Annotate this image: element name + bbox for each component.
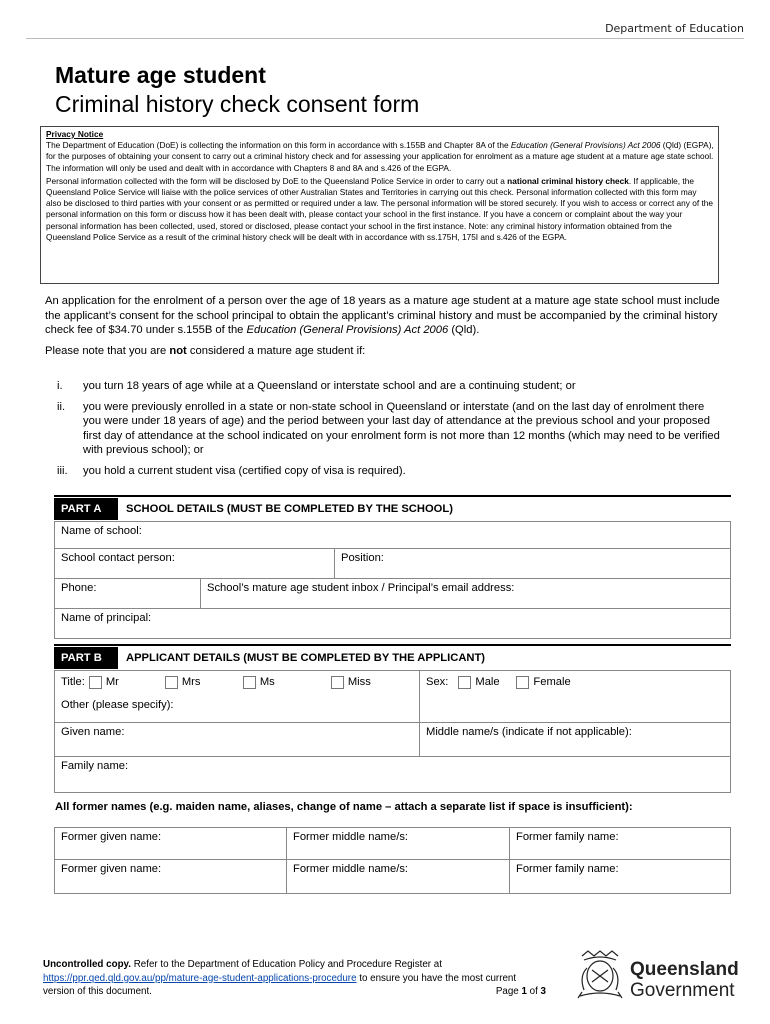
footer-note: Uncontrolled copy. Refer to the Department of Education Policy and Procedure Register at https://ppr.qed.qld.gov.au/pp/mature-age-student-applications-procedure to ensure you have the most current version of this document. Page 1 of 3: [43, 959, 546, 997]
checkbox-male[interactable]: [458, 676, 471, 689]
sex-option-female[interactable]: Female: [516, 676, 570, 689]
title-option-ms[interactable]: Ms: [243, 676, 331, 689]
former-middle-name-field[interactable]: Former middle name/s:: [286, 828, 509, 859]
part-a-title: SCHOOL DETAILS (MUST BE COMPLETED BY THE SCHOOL): [126, 503, 453, 515]
position-field[interactable]: Position:: [334, 549, 730, 578]
other-title-field[interactable]: Other (please specify):: [61, 699, 174, 711]
principal-name-field[interactable]: Name of principal:: [61, 612, 152, 624]
title-option-mrs[interactable]: Mrs: [165, 676, 243, 689]
title-option-mr[interactable]: Mr: [89, 676, 165, 689]
part-a-label: PART A: [54, 498, 118, 520]
header-divider: [26, 38, 744, 39]
exclusion-list: [45, 379, 725, 485]
privacy-heading: Privacy Notice: [46, 129, 104, 139]
checkbox-mrs[interactable]: [165, 676, 178, 689]
intro-paragraph-2: Please note that you are not considered a mature age student if:: [45, 344, 366, 357]
privacy-notice: [40, 126, 719, 284]
former-names-table: [54, 827, 731, 894]
privacy-paragraph-1: The Department of Education (DoE) is collecting the information on this form in accordance with s.155B and Chapter 8A of the Education (General Provisions) Act 2006 (Qld) (EGPA), for the purposes of obtaining your consent to carry out a criminal history check and for assessing your application for enrolment as a mature age student at a mature age state school. The information will only be used and dealt with in accordance with Chapters 8 and 8A and s.426 of the EGPA.: [46, 140, 714, 173]
school-name-field[interactable]: Name of school:: [61, 525, 142, 537]
sex-label: Sex:: [426, 676, 449, 688]
title-option-miss[interactable]: Miss: [331, 676, 371, 689]
list-item: i. you turn 18 years of age while at a Queensland or interstate school and are a continuing student; or: [57, 380, 576, 392]
checkbox-female[interactable]: [516, 676, 529, 689]
form-title: Mature age student: [55, 62, 266, 88]
family-name-field[interactable]: Family name:: [61, 760, 129, 772]
intro-text: [45, 294, 725, 364]
list-item: iii. you hold a current student visa (certified copy of visa is required).: [57, 464, 406, 477]
sex-option-male[interactable]: Male: [458, 676, 516, 689]
intro-paragraph-1: An application for the enrolment of a person over the age of 18 years as a mature age student at a mature age state school must include the applicant’s consent for the school principal to obtain the applicant’s criminal history and must be accompanied by the criminal history check fee of $34.70 under s.155B of the Education (General Provisions) Act 2006 (Qld).: [45, 295, 720, 337]
title-label: Title:: [61, 676, 85, 688]
former-given-name-field[interactable]: Former given name:: [61, 863, 162, 875]
policy-register-link[interactable]: https://ppr.qed.qld.gov.au/pp/mature-age-student-applications-procedure: [43, 972, 357, 984]
checkbox-ms[interactable]: [243, 676, 256, 689]
svg-text:Government: Government: [630, 980, 735, 1001]
department-header: Department of Education: [605, 22, 744, 35]
part-b-section: [54, 644, 731, 793]
list-item: ii. you were previously enrolled in a state or non-state school in Queensland or interstate (and on the last day of enrolment there you were under 18 years of age) and the period between your last day of attendance at the previous school and your proposed first day of attendance at the school indicated on your enrolment form is not more than 12 months (which may need to be verified with previous school); or: [57, 400, 720, 457]
queensland-government-logo: [574, 948, 746, 1002]
crest-icon: [574, 948, 746, 1002]
part-b-label: PART B: [54, 647, 118, 669]
former-family-name-field[interactable]: Former family name:: [509, 860, 730, 893]
checkbox-mr[interactable]: [89, 676, 102, 689]
email-field[interactable]: School’s mature age student inbox / Principal’s email address:: [200, 579, 730, 608]
given-name-field[interactable]: Given name:: [61, 726, 125, 738]
former-given-name-field[interactable]: Former given name:: [61, 831, 162, 843]
school-contact-field[interactable]: School contact person:: [61, 552, 175, 564]
phone-field[interactable]: Phone:: [61, 582, 97, 594]
former-family-name-field[interactable]: Former family name:: [509, 828, 730, 859]
former-names-heading: All former names (e.g. maiden name, aliases, change of name – attach a separate list if space is insufficient):: [55, 801, 633, 813]
part-a-header: [54, 497, 731, 521]
svg-text:Queensland: Queensland: [630, 959, 739, 980]
part-b-title: APPLICANT DETAILS (MUST BE COMPLETED BY THE APPLICANT): [126, 652, 486, 664]
form-subtitle: Criminal history check consent form: [55, 91, 420, 117]
privacy-paragraph-2: Personal information collected with the form will be disclosed by DoE to the Queensland Police Service in order to carry out a national criminal history check. If applicable, the Queensland Police Service will liaise with the police services of other Australian States and Territories in carrying out this check. Personal information collected with this form may also be disclosed to third parties with your consent or as permitted or required under a law. The personal information will be stored securely. If you wish to access or correct any of the personal information on this form or discuss how it has been dealt with, please contact your school in the first instance. If you have a concern or complaint about the way your personal information has been collected, used, stored or disclosed, please contact your school in the first instance. Note: any criminal history information obtained from the Queensland Police Service as a result of the criminal history check will be dealt with in accordance with ss.175H, 175I and s.426 of the EGPA.: [46, 175, 713, 242]
part-a-section: [54, 495, 731, 639]
checkbox-miss[interactable]: [331, 676, 344, 689]
part-b-header: [54, 646, 731, 670]
former-middle-name-field[interactable]: Former middle name/s:: [286, 860, 509, 893]
middle-name-field[interactable]: Middle name/s (indicate if not applicable):: [419, 723, 730, 756]
page-number: Page 1 of 3: [495, 986, 546, 997]
